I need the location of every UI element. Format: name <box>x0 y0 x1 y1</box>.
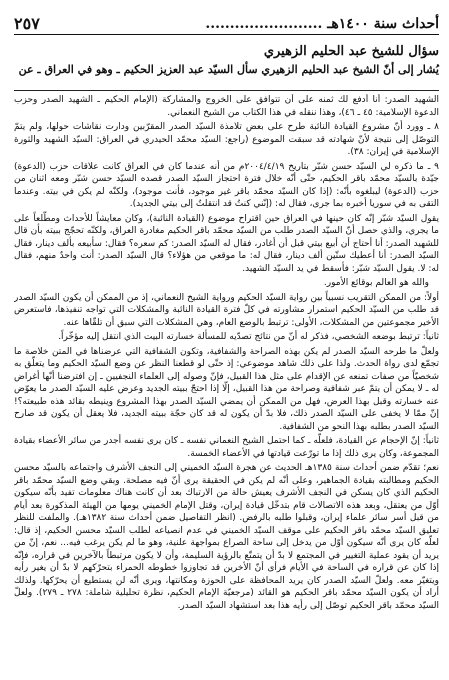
footnote-paragraph: أولاً: من الممكن التقريب نسبياً بين رواية السيّد الحكيم ورواية الشيخ النعماني، إذ من الممكن أن يكون السيّد الصدر قد طلب من السيّد الحكيم استمرار مشاورته في كلّ فترة القيادة النائبة والمشكلات التي تواجه تنفيذها، فاستعرض الأخير مجموعتين من المشكلات، الأولى: ترتبط بالوضع العام، وهي المشكلات التي سبق أن تلقّاها عنه. <box>14 292 439 328</box>
running-title: أحداث سنة ١٤٠٠هـ ........................ <box>205 16 439 32</box>
footnote-paragraph: يقول السيّد شبّر إنّه كان حينها في العراق حين اقتراح موضوع (القيادة النائبة)، وكان معايشاً للأحداث ومطّلعاً على ما يجري، والذي حصل أنّ السيّد الصدر طلب من السيّد محمّد باقر الحكيم مغادرة العراق، ولكنّه تحجّج ببيته بأن قال للشهيد الصدر: أنا أحتاج أن أبيع بيتي قبل أن أغادر، فقال له السيّد الصدر: كم سعره؟ فقال: سأبيعه بألف دينار، فقال السيّد الصدر: أنا أعطيك ستّين ألف دينار، فقال له: ما موقعي من هؤلاء؟ قال السيّد الصدر: أنت واحدٌ منهم، فقال له: لا. يقول السيّد شبّر: فأسقط في يد السيّد الشهيد. <box>14 213 439 274</box>
footnote-paragraph: الشهيد الصدر: أنا أدفع لك ثمنه على أن تتوافق على الخروج والمشاركة (الإمام الحكيم ـ الشهيد الصدر وحزب الدعوة الإسلامية: ٤٥ ـ ٤٦)، وهذا ننقله في هذا الكتاب من الشيخ النعماني. <box>14 95 439 118</box>
footnote-divider <box>14 90 439 91</box>
question-title: سؤال للشيخ عبد الحليم الزهيري <box>263 44 439 59</box>
footnote-paragraph: ٩ ـ ما ذكره لي السيّد حسن شبّر بتاريخ ٢٠٠٤/٤/١٩م من أنه عندما كان في العراق كانت علاقات حزب (الدعوة) جيّدة بالسيّد محمّد باقر الحكيم، حتّى أنّه خلال فترة احتجاز السيّد الصدر قصده السيّد حسن شبّر ومعه اثنان من حزب (الدعوة) ليبلغوه بأنّه: (إذا كان السيّد محمّد باقر غير موجود، فأنت موجود)، ولكنّه لم يكن في بيته. وعندما التقى به في سوريا أخبره بما جرى، فقال له: (إنّني كنتُ قد انتقلتُ إلى بيتي الجديد). <box>14 161 439 209</box>
footnotes-body <box>14 94 439 674</box>
footnote-paragraph: ٨ ـ وورد أنّ مشروع القيادة النائبة طرح على بعض تلامذة السيّد الصدر المقرّبين ودارت نقاشات حولها، ولم يتمّ التوصّل إلى نتيجة لأنّ شهادته قد سبقت الموضوع (راجع: السيّد محمّد الحيدري في العراق: السيّد الشهيد والثورة الإسلامية في إيران: ٣٨). <box>14 122 439 157</box>
footnote-paragraph: والله هو العالم بوقائع الأمور. <box>323 278 429 288</box>
footnote-paragraph: نعم؛ تقدّم ضمن أحداث سنة ١٣٨٥هـ الحديث عن هجرة السيّد الخميني إلى النجف الأشرف واجتماعه بالسيّد محسن الحكيم ومطالبته بقيادة الجماهير، وعلى أنّه لم يكن في الحقيقة يرى أنّ فيه مصلحة. وبقي وضع السيّد محمّد باقر الحكيم الذي كان يسكن في النجف الأشرف يعيش حالة من الارتباك بعد أن كانت هناك معلومات تفيد بأنّه سيكون أوّل من يعتقل، وبعد هذه الاتصالات قام بتدخّل قيادة إيران، وقتل الإمام الخميني يومها من الهيئة المذكورة بعد أيام من قبل أسر سائر علماء إيران، وقبلوا طلبه بالرفض. (انظر التفاصيل ضمن أحداث سنة ١٣٨٢هـ). والملفت للنظر تعليق السيّد محمّد باقر الحكيم على موقف السيّد الخميني في عدم انصياعه لطلب السيّد محسن الحكيم، إذ قال: لعلّه كان يرى أنّه سيكون أوّل من يدخل إلى ساحة الصراع بمواجهة علنية، وهو ما لم يكن يرغب فيه... نعم، إنّ من يريد أن يقود عملية التغيير في المجتمع لا بدّ أن يتمتّع بالرؤية السليمة، وأن لا يكون مرتبطاً بالآخرين في قراره، فإنّه إذا كان عن قراره في الساحة في الأيام فرأى أنّ الأخرين قد تجاوزوا خطوطه الحمراء بتحرّكهم لا بدّ أن يغير رأيه ويتغيّر معه. ولعلّ السيّد الصدر كان يريد المحافظة على الحوزة ومكانتها، ويرى أنّه لن يستطيع أن يحرّكها. ولذلك أراد أن يكون السيّد محمّد باقر الحكيم هو القائد (مرجعيّة الإمام الحكيم، نظرة تحليلية شاملة: ٢٧٨ ـ ٢٧٩). ولعلّ السيّد محمّد باقر الحكيم توصّل إلى رأيه هذا بعد استشهاد السيّد الصدر. <box>14 463 439 611</box>
footnote-paragraph: ثانياً: إنّ الإحجام عن القيادة، فلعلّه ـ كما احتمل الشيخ النعماني نفسه ـ كان يرى نفسه أجدر من سائر الأعضاء بقيادة المجموعة، وكان يرى ذلك إذا ما تورّعت قيادتها في الأعضاء الخمسة. <box>14 436 439 459</box>
question-text: يُشار إلى أنّ الشيخ عبد الحليم الزهيري سأل السيّد عبد العزيز الحكيم ـ وهو في العراق ـ عن <box>18 63 439 76</box>
page-number: ٢٥٧ <box>14 14 40 33</box>
page-header <box>14 10 439 35</box>
footnote-paragraph: ثانياً: ترتبط بوضعه الشخصي، فذكر له أنّ من نتائج تصدّيه للمسألة خسارته البيت الذي انتقل إليه مؤخّراً. <box>58 332 439 342</box>
footnote-paragraph: ولعلّ ما طرحه السيّد الصدر لم يكن بهذه الصراحة والشفافية، وتكون الشفافية التي عرضناها في المتن خلاصة ما تجمّع لدى رواة الحدث. ولذا على ذلك شاهد موضوعي: إذ حتّى لو قطعنا النظر عن وضع السيّد الحكيم وما يتعلّق به شخصيّاً من صفات تمنعه عن الإقدام على مثل هذا القبيل، فإنّ وصوله إلى العلماء النجفيين ـ إن افترضنا أنّها أغراض له ـ لا يمكن أن يتمّ عبر شفافية وصراحة من هذا القبيل، إلّا إذا احتجّ ببيته الجديد وعرض عليه السيّد الصدر ما يعوّض عنه خسارته وقبل بهذا العرض، فهل من الممكن أن يمضي السيّد الصدر بهذا المشروع وينيطه بقائد هذه طبيعته؟! إنّ ممّا لا يخفى على السيّد الصدر ذلك، فلا بدّ أن يكون له قد كان حجّة ببيته الجديد، فلا يعقل أن يكون قد صارح السيّد الصدر بطلبه بهذا النحو من الشفافية. <box>14 346 439 432</box>
